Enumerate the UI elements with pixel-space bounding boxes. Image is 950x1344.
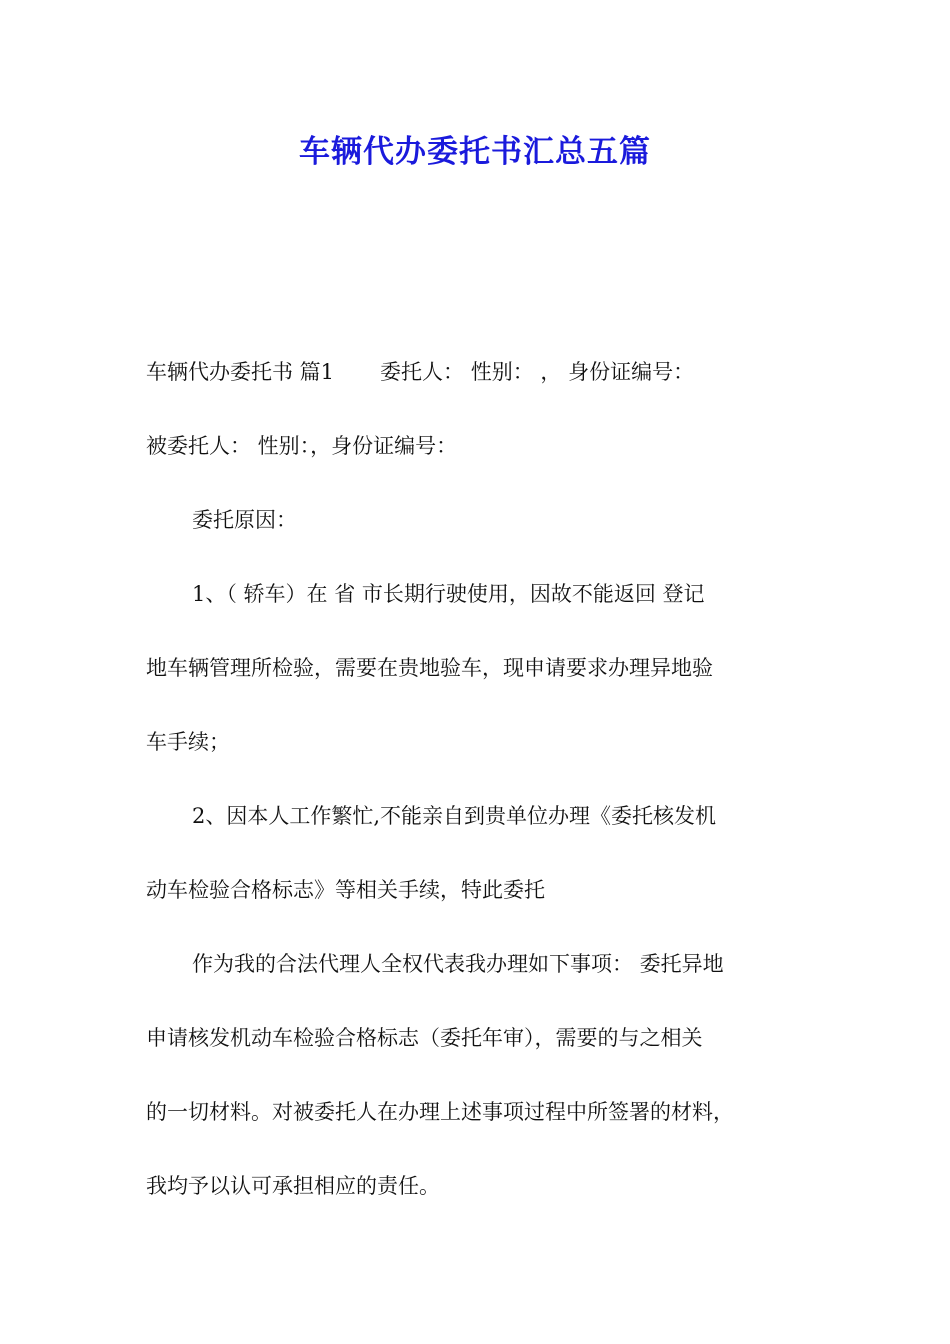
body-line-7: 2、因本人工作繁忙,不能亲自到贵单位办理《委托核发机 <box>192 804 717 828</box>
body-line-10: 申请核发机动车检验合格标志（委托年审），需要的与之相关 <box>146 1026 703 1050</box>
body-line-12: 我均予以认可承担相应的责任。 <box>146 1174 440 1198</box>
section-heading: 车辆代办委托书 篇1 <box>146 360 335 384</box>
body-line-2: 被委托人： 性别：，身份证编号： <box>146 434 458 458</box>
body-line-11: 的一切材料。对被委托人在办理上述事项过程中所签署的材料， <box>146 1100 734 1124</box>
body-line-5: 地车辆管理所检验，需要在贵地验车，现申请要求办理异地验 <box>146 656 713 680</box>
document-body <box>146 335 818 1223</box>
body-line-3: 委托原因： <box>192 508 297 532</box>
client-info: 委托人： 性别： ， 身份证编号： <box>380 360 695 384</box>
body-line-8: 动车检验合格标志》等相关手续，特此委托 <box>146 878 545 902</box>
body-line-4: 1、（ 轿车）在 省 市长期行驶使用，因故不能返回 登记 <box>192 582 705 606</box>
body-line-1 <box>146 335 818 409</box>
body-line-6: 车手续； <box>146 730 230 754</box>
body-line-9: 作为我的合法代理人全权代表我办理如下事项： 委托异地 <box>192 952 724 976</box>
document-title: 车辆代办委托书汇总五篇 <box>299 134 651 170</box>
